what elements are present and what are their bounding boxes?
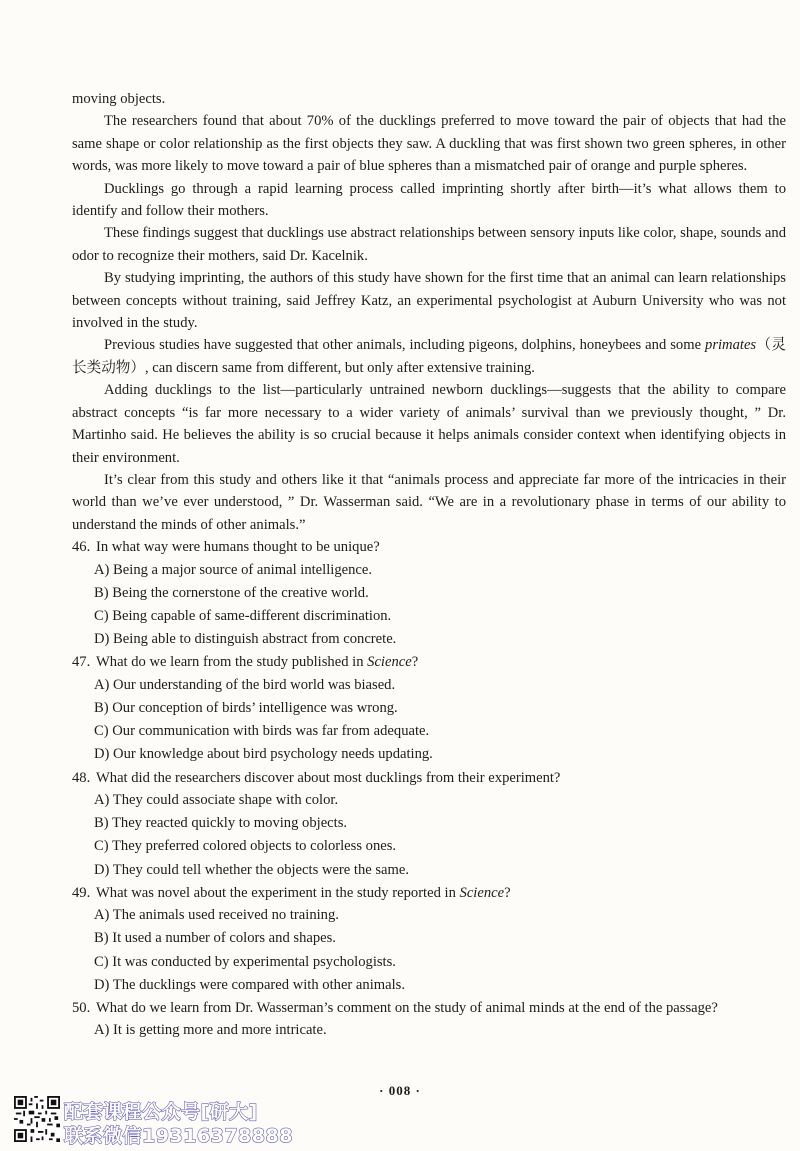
question-49 <box>72 882 786 997</box>
qr-code-icon <box>14 1096 60 1142</box>
italic-term: Science <box>367 654 412 671</box>
question-number: 50. <box>72 1000 91 1016</box>
question-number: 47. <box>72 654 91 671</box>
question-50 <box>72 997 786 1043</box>
option-b: B) Our conception of birds’ intelligence was wrong. <box>94 699 398 716</box>
option-b: B) Being the cornerstone of the creative world. <box>94 584 369 601</box>
question-48 <box>72 767 786 882</box>
question-stem: What do we learn from Dr. Wasserman’s comment on the study of animal minds at the end of the passage? <box>96 1000 718 1016</box>
option-a: A) Being a major source of animal intelligence. <box>94 561 372 578</box>
paragraph-text: （灵长类动物）, can discern same from different, but only after extensive training. <box>72 337 786 376</box>
page-number: · 008 · <box>379 1083 421 1098</box>
stem-text: What do we learn from the study published in <box>96 654 368 671</box>
stem-text: ? <box>411 654 419 671</box>
passage-paragraph: By studying imprinting, the authors of this study have shown for the first time that an animal can learn relationships between concepts without training, said Jeffrey Katz, an experimental psychologist at Auburn University who was not involved in the study. <box>72 270 786 332</box>
option-b: B) They reacted quickly to moving objects. <box>94 815 348 832</box>
passage-paragraph: moving objects. <box>72 91 166 107</box>
option-c: C) Our communication with birds was far from adequate. <box>94 723 430 740</box>
question-number: 49. <box>72 884 91 901</box>
passage-paragraph: Ducklings go through a rapid learning process called imprinting shortly after birth—it’s what allows them to identify and follow their mothers. <box>72 180 786 220</box>
option-a: A) They could associate shape with color. <box>94 791 339 808</box>
stem-text: ? <box>504 884 511 901</box>
option-d: D) They could tell whether the objects were the same. <box>94 861 410 878</box>
question-number: 46. <box>72 539 91 556</box>
italic-term: Science <box>459 884 505 901</box>
question-stem <box>96 882 786 904</box>
passage <box>72 88 786 536</box>
paragraph-text: Previous studies have suggested that other animals, including pigeons, dolphins, honeybees and some <box>104 337 706 354</box>
option-d: D) Being able to distinguish abstract from concrete. <box>94 631 397 648</box>
option-d: D) Our knowledge about bird psychology needs updating. <box>94 746 433 763</box>
option-d: D) The ducklings were compared with other animals. <box>94 976 405 993</box>
watermark-line-1: 配套课程公众号[研大] <box>64 1101 258 1123</box>
question-46 <box>72 536 786 651</box>
passage-paragraph: These findings suggest that ducklings use abstract relationships between sensory inputs like color, shape, sounds and odor to recognize their mothers, said Dr. Kacelnik. <box>72 225 786 264</box>
passage-paragraph: The researchers found that about 70% of the ducklings preferred to move toward the pair of objects that had the same shape or color relationship as the first objects they saw. A duckling that was first shown two green spheres, in other words, was more likely to move toward a pair of blue spheres than a mismatched pair of orange and purple spheres. <box>72 113 786 175</box>
question-stem: What did the researchers discover about most ducklings from their experiment? <box>96 769 561 786</box>
option-b: B) It used a number of colors and shapes. <box>94 930 336 947</box>
question-stem: In what way were humans thought to be unique? <box>96 539 380 556</box>
passage-paragraph: Adding ducklings to the list—particularly untrained newborn ducklings—suggests that the ability to compare abstract concepts “is far more necessary to a wider variety of animals’ survival than we previously thought, ” Dr. Martinho said. He believes the ability is so crucial because it helps animals consider context when identifying objects in their environment. <box>72 382 786 466</box>
watermark-line-2: 联系微信19316378888 <box>64 1125 293 1147</box>
question-number: 48. <box>72 769 91 786</box>
option-c: C) Being capable of same-different discrimination. <box>94 607 392 624</box>
stem-text: What was novel about the experiment in the study reported in <box>96 884 460 901</box>
question-47 <box>72 651 786 766</box>
question-stem <box>96 651 786 673</box>
question-list <box>72 536 786 1042</box>
option-c: C) They preferred colored objects to colorless ones. <box>94 838 397 855</box>
document-page <box>72 88 786 1043</box>
passage-paragraph: It’s clear from this study and others like it that “animals process and appreciate far more of the intricacies in their world than we’ve ever understood, ” Dr. Wasserman said. “We are in a revolutionary phase in terms of our ability to understand the minds of other animals.” <box>72 471 786 533</box>
option-a: A) It is getting more and more intricate. <box>94 1022 327 1039</box>
option-a: A) Our understanding of the bird world was biased. <box>94 676 396 693</box>
option-a: A) The animals used received no training. <box>94 907 339 924</box>
italic-term: primates <box>705 337 757 354</box>
passage-paragraph <box>72 334 786 379</box>
option-c: C) It was conducted by experimental psychologists. <box>94 953 396 970</box>
